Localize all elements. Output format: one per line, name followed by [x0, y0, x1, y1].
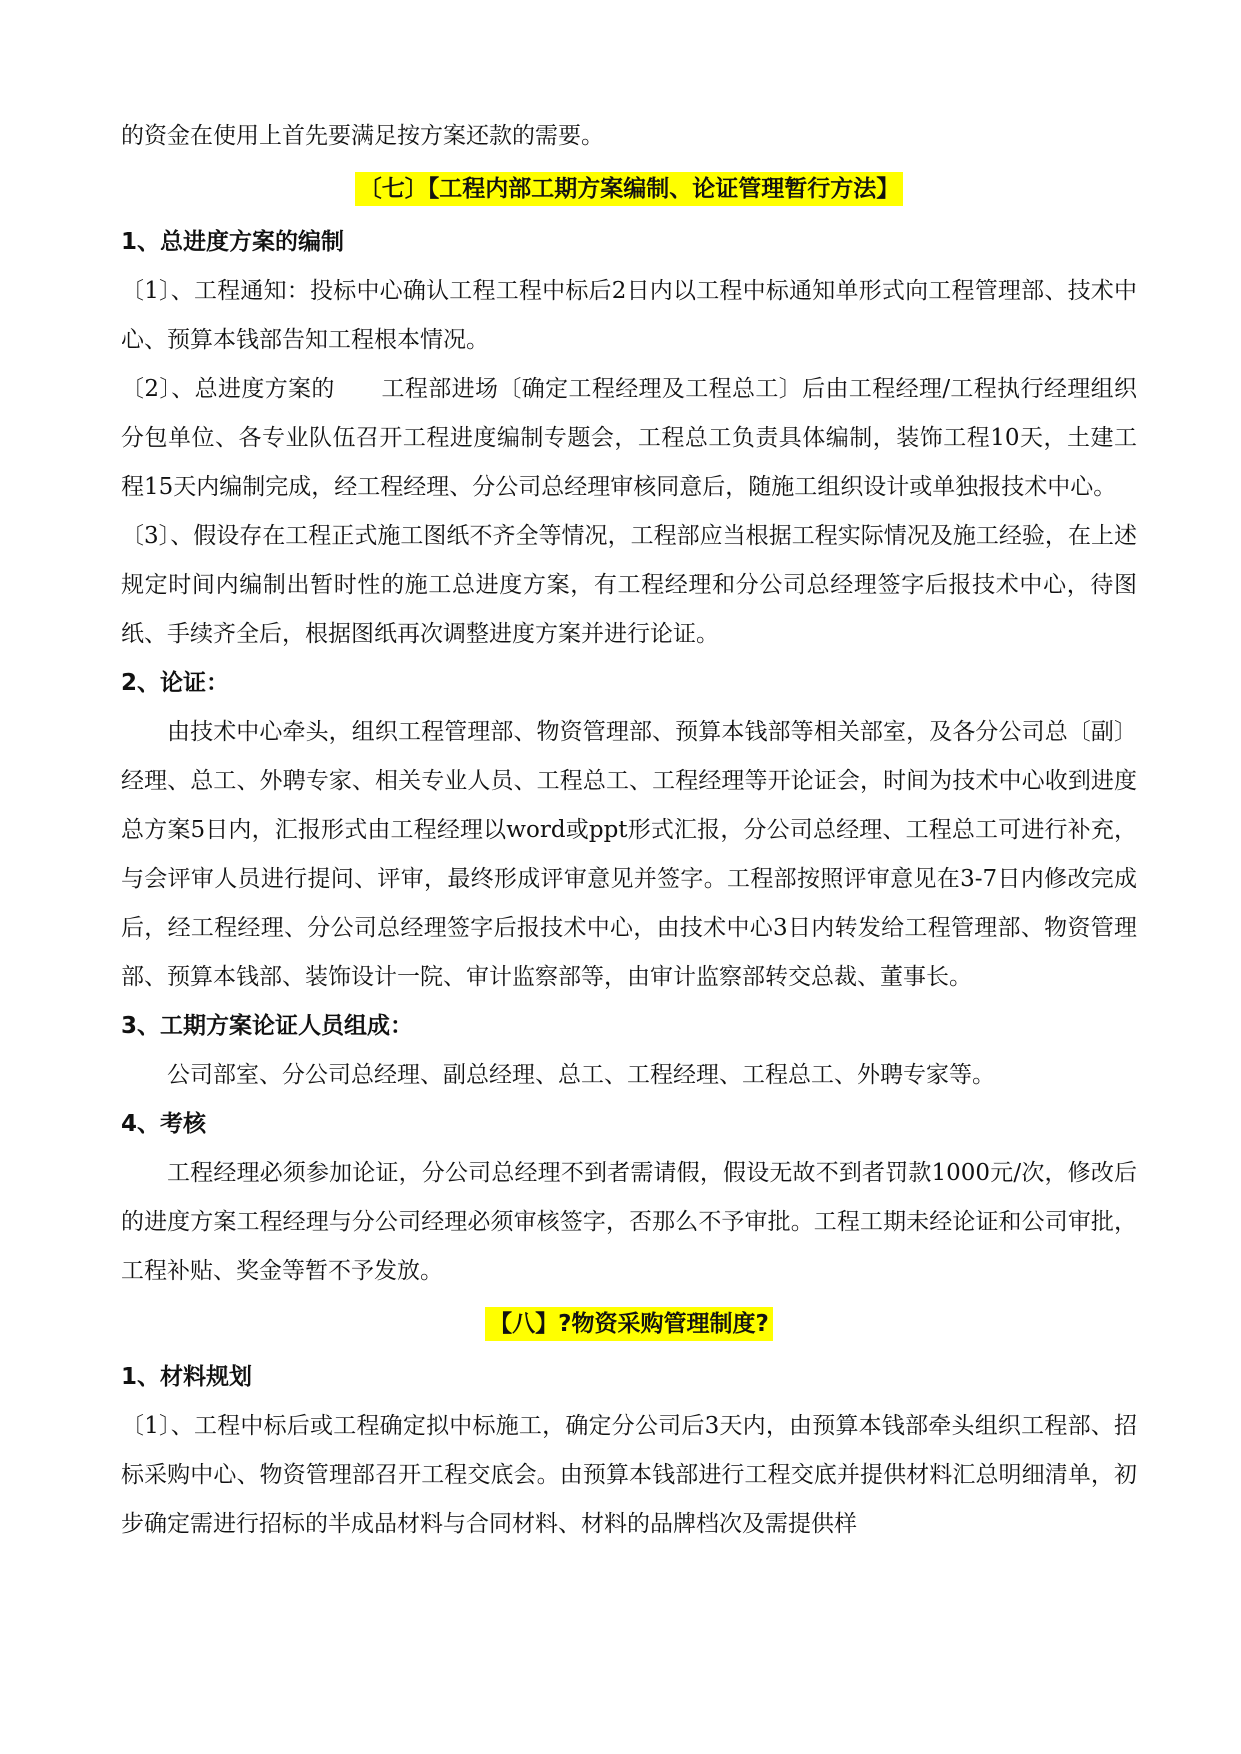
heading-schedule-plan: 1、总进度方案的编制 [121, 229, 345, 255]
highlighted-title-text: 【八】?物资采购管理制度? [485, 1307, 773, 1341]
paragraph-temporary-schedule: 〔3〕、假设存在工程正式施工图纸不齐全等情况，工程部应当根据工程实际情况及施工经验，在上述规定时间内编制出暂时性的施工总进度方案，有工程经理和分公司总经理签字后报技术中心，待图纸、手续齐全后，根据图纸再次调整进度方案并进行论证。 [121, 523, 1137, 647]
paragraph-demonstration-process: 由技术中心牵头，组织工程管理部、物资管理部、预算本钱部等相关部室，及各分公司总〔副〕经理、总工、外聘专家、相关专业人员、工程总工、工程经理等开论证会，时间为技术中心收到进度总方案5日内，汇报形式由工程经理以word或ppt形式汇报，分公司总经理、工程总工可进行补充，与会评审人员进行提问、评审，最终形成评审意见并签字。工程部按照评审意见在3-7日内修改完成后，经工程经理、分公司总经理签字后报技术中心，由技术中心3日内转发给工程管理部、物资管理部、预算本钱部、装饰设计一院、审计监察部等，由审计监察部转交总裁、董事长。 [121, 719, 1137, 990]
heading-material-planning: 1、材料规划 [121, 1364, 253, 1390]
paragraph-project-notice: 〔1〕、工程通知：投标中心确认工程工程中标后2日内以工程中标通知单形式向工程管理部、技术中心、预算本钱部告知工程根本情况。 [121, 278, 1137, 353]
paragraph-material-planning: 〔1〕、工程中标后或工程确定拟中标施工，确定分公司后3天内，由预算本钱部牵头组织工程部、招标采购中心、物资管理部召开工程交底会。由预算本钱部进行工程交底并提供材料汇总明细清单，初步确定需进行招标的半成品材料与合同材料、材料的品牌档次及需提供样 [121, 1413, 1137, 1537]
paragraph-schedule-compilation: 〔2〕、总进度方案的 工程部进场〔确定工程经理及工程总工〕后由工程经理/工程执行经理组织分包单位、各专业队伍召开工程进度编制专题会，工程总工负责具体编制，装饰工程10天，土建工程15天内编制完成，经工程经理、分公司总经理审核同意后，随施工组织设计或单独报技术中心。 [121, 376, 1137, 500]
heading-review-members: 3、工期方案论证人员组成： [121, 1013, 414, 1039]
section-title-7 [121, 165, 1137, 214]
paragraph-review-members: 公司部室、分公司总经理、副总经理、总工、工程经理、工程总工、外聘专家等。 [167, 1062, 995, 1088]
heading-assessment: 4、考核 [121, 1111, 207, 1137]
heading-demonstration: 2、论证： [121, 670, 230, 696]
document-body [121, 112, 1137, 1549]
section-title-8 [121, 1300, 1137, 1349]
highlighted-title-text: 〔七〕【工程内部工期方案编制、论证管理暂行方法】 [355, 172, 904, 206]
paragraph-continuation: 的资金在使用上首先要满足按方案还款的需要。 [121, 123, 604, 149]
paragraph-assessment: 工程经理必须参加论证，分公司总经理不到者需请假，假设无故不到者罚款1000元/次，修改后的进度方案工程经理与分公司经理必须审核签字，否那么不予审批。工程工期未经论证和公司审批，工程补贴、奖金等暂不予发放。 [121, 1160, 1137, 1284]
